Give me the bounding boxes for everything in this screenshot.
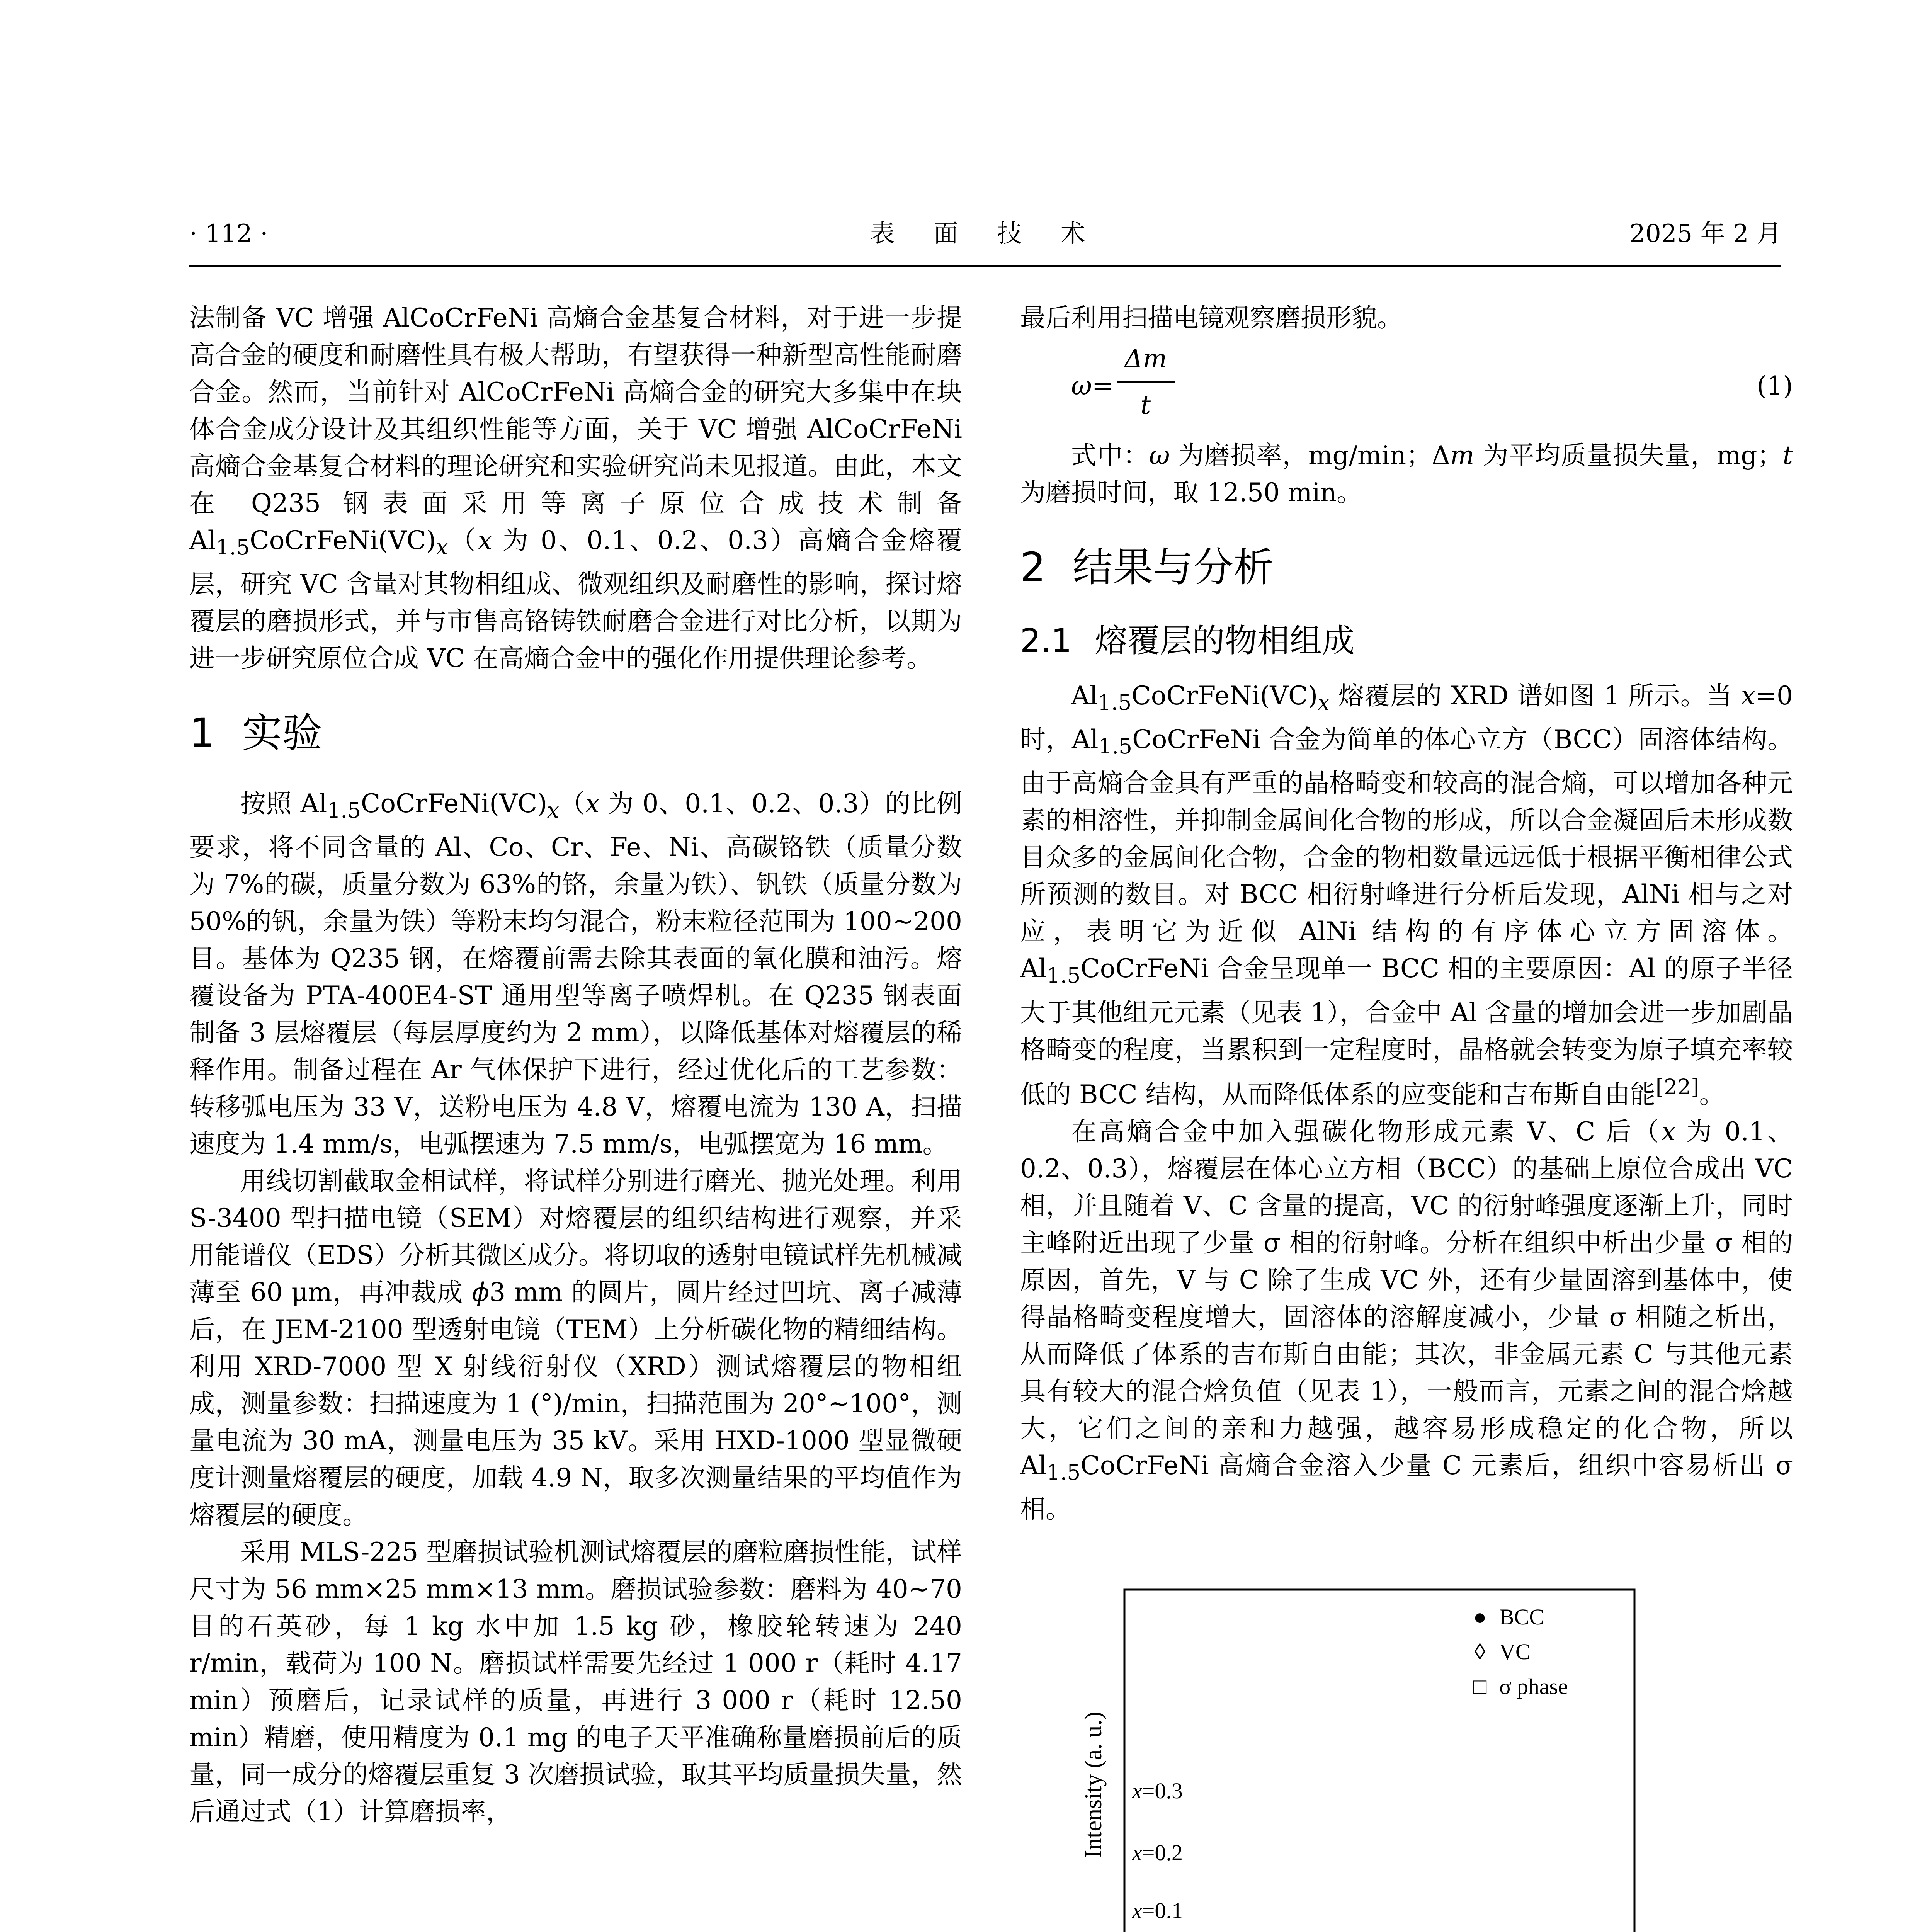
- legend-label: BCC: [1499, 1604, 1544, 1629]
- subsection-heading-2-1: 2.1 熔覆层的物相组成: [1020, 622, 1355, 660]
- page-number: · 112 ·: [189, 219, 268, 248]
- paragraph-wear-sem: 最后利用扫描电镜观察磨损形貌。: [1020, 303, 1403, 333]
- figure-1: [1020, 1551, 1793, 1932]
- legend-marker: ◊: [1474, 1639, 1486, 1664]
- header-rule: [189, 265, 1781, 267]
- series-label: x=0.2: [1132, 1840, 1183, 1865]
- paragraph-wear-test: 采用 MLS-225 型磨损试验机测试熔覆层的磨粒磨损性能，试样尺寸为 56 mm×25 mm×13 mm。磨损试验参数：磨料为 40~70 目的石英砂，每 1 kg 水中加 1.5 kg 砂，橡胶轮转速为 240 r/min，载荷为 100 N。磨损试样需要先经过 1 000 r（耗时 4.17 min）预磨后，记录试样的质量，再进行 3 000 r（耗时 12.50 min）精磨，使用精度为 0.1 mg 的电子天平准确称量磨损前后的质量，同一成分的熔覆层重复 3 次磨损试验，取其平均质量损失量，然后通过式（1）计算磨损率，: [189, 1537, 962, 1827]
- paragraph-phase-vc: 在高熵合金中加入强碳化物形成元素 V、C 后（x 为 0.1、0.2、0.3），熔覆层在体心立方相（BCC）的基础上原位合成出 VC 相，并且随着 V、C 含量的提高，VC 的衍射峰强度逐渐上升，同时主峰附近出现了少量 σ 相的衍射峰。分析在组织中析出少量 σ 相的原因，首先，V 与 C 除了生成 VC 外，还有少量固溶到基体中，使得晶格畸变程度增大，固溶体的溶解度减小，少量 σ 相随之析出，从而降低了体系的吉布斯自由能；其次，非金属元素 C 与其他元素具有较大的混合焓负值（见表 1），一般而言，元素之间的混合焓越大，它们之间的亲和力越强，越容易形成稳定的化合物，所以 $Al_{1.5}CoCrFeNi$ 高熵合金溶入少量 C 元素后，组织中容易析出 σ 相。: [1020, 1116, 1793, 1524]
- paragraph-characterization: 用线切割截取金相试样，将试样分别进行磨光、抛光处理。利用 S-3400 型扫描电镜（SEM）对熔覆层的组织结构进行观察，并采用能谱仪（EDS）分析其微区成分。将切取的透射电镜试样先机械减薄至 60 μm，再冲裁成 ϕ3 mm 的圆片，圆片经过凹坑、离子减薄后，在 JEM-2100 型透射电镜（TEM）上分析碳化物的精细结构。利用 XRD-7000 型 X 射线衍射仪（XRD）测试熔覆层的物相组成，测量参数：扫描速度为 1 (°)/min，扫描范围为 20°~100°，测量电流为 30 mA，测量电压为 35 kV。采用 HXD-1000 型显微硬度计测量熔覆层的硬度，加载 4.9 N，取多次测量结果的平均值作为熔覆层的硬度。: [189, 1166, 962, 1530]
- paragraph-equation-terms: 式中：ω 为磨损率，mg/min；Δm 为平均质量损失量，mg；t 为磨损时间，取 12.50 min。: [1020, 440, 1793, 507]
- series-label: x=0.3: [1132, 1778, 1183, 1803]
- paragraph-phase-bcc: $Al_{1.5}CoCrFeNi(VC)_x$ 熔覆层的 XRD 谱如图 1 所示。当 x=0 时，$Al_{1.5}CoCrFeNi$ 合金为简单的体心立方（BCC）固溶体结构。由于高熵合金具有严重的晶格畸变和较高的混合熵，可以增加各种元素的相溶性，并抑制金属间化合物的形成，所以合金凝固后未形成数目众多的金属间化合物，合金的物相数量远远低于根据平衡相律公式所预测的数目。对 BCC 相衍射峰进行分析后发现，AlNi 相与之对应，表明它为近似 AlNi 结构的有序体心立方固溶体。$Al_{1.5}CoCrFeNi$ 合金呈现单一 BCC 相的主要原因：Al 的原子半径大于其他组元元素（见表 1），合金中 Al 含量的增加会进一步加剧晶格畸变的程度，当累积到一定程度时，晶格就会转变为原子填充率较低的 BCC 结构，从而降低体系的应变能和吉布斯自由能[22]。: [1020, 681, 1793, 1109]
- right-column: [1020, 299, 1793, 1932]
- issue-date: 2025 年 2 月: [1629, 219, 1781, 248]
- legend-label: σ phase: [1499, 1673, 1568, 1699]
- equation-1: ω= Δm t (1): [1071, 344, 1793, 420]
- series-label: x=0.1: [1132, 1898, 1183, 1923]
- equation-number: (1): [1757, 371, 1793, 401]
- y-axis-label: Intensity (a. u.): [1080, 1711, 1107, 1858]
- left-column: [189, 299, 962, 1830]
- section-heading-1: 1 实验: [189, 709, 323, 757]
- journal-name: 表 面 技 术: [870, 219, 1101, 248]
- legend-label: VC: [1499, 1639, 1531, 1664]
- paragraph-materials: 按照 $Al_{1.5}CoCrFeNi(VC)_x(x$ 为 0、0.1、0.2、0.3）的比例要求，将不同含量的 Al、Co、Cr、Fe、Ni、高碳铬铁（质量分数为 7%的碳，质量分数为 63%的铬，余量为铁）、钒铁（质量分数为 50%的钒，余量为铁）等粉末均匀混合，粉末粒径范围为 100~200 目。基体为 Q235 钢，在熔覆前需去除其表面的氧化膜和油污。熔覆设备为 PTA-400E4-ST 通用型等离子喷焊机。在 Q235 钢表面制备 3 层熔覆层（每层厚度约为 2 mm），以降低基体对熔覆层的稀释作用。制备过程在 Ar 气体保护下进行，经过优化后的工艺参数：转移弧电压为 33 V，送粉电压为 4.8 V，熔覆电流为 130 A，扫描速度为 1.4 mm/s，电弧摆速为 7.5 mm/s，电弧摆宽为 16 mm。: [189, 789, 962, 1159]
- legend-marker: ●: [1473, 1604, 1487, 1629]
- xrd-chart: [1020, 1551, 1793, 1932]
- paragraph-intro-end: 法制备 VC 增强 AlCoCrFeNi 高熵合金基复合材料，对于进一步提高合金的硬度和耐磨性具有极大帮助，有望获得一种新型高性能耐磨合金。然而，当前针对 AlCoCrFeNi 高熵合金的研究大多集中在块体合金成分设计及其组织性能等方面，关于 VC 增强 AlCoCrFeNi 高熵合金基复合材料的理论研究和实验研究尚未见报道。由此，本文在 Q235 钢表面采用等离子原位合成技术制备 $Al_{1.5}CoCrFeNi(VC)_x(x$ 为 0、0.1、0.2、0.3）高熵合金熔覆层，研究 VC 含量对其物相组成、微观组织及耐磨性的影响，探讨熔覆层的磨损形式，并与市售高铬铸铁耐磨合金进行对比分析，以期为进一步研究原位合成 VC 在高熵合金中的强化作用提供理论参考。: [189, 303, 962, 673]
- legend-marker: □: [1473, 1673, 1487, 1699]
- section-heading-2: 2 结果与分析: [1020, 544, 1274, 591]
- running-header: [189, 216, 1781, 251]
- plot-frame: [1124, 1590, 1634, 1932]
